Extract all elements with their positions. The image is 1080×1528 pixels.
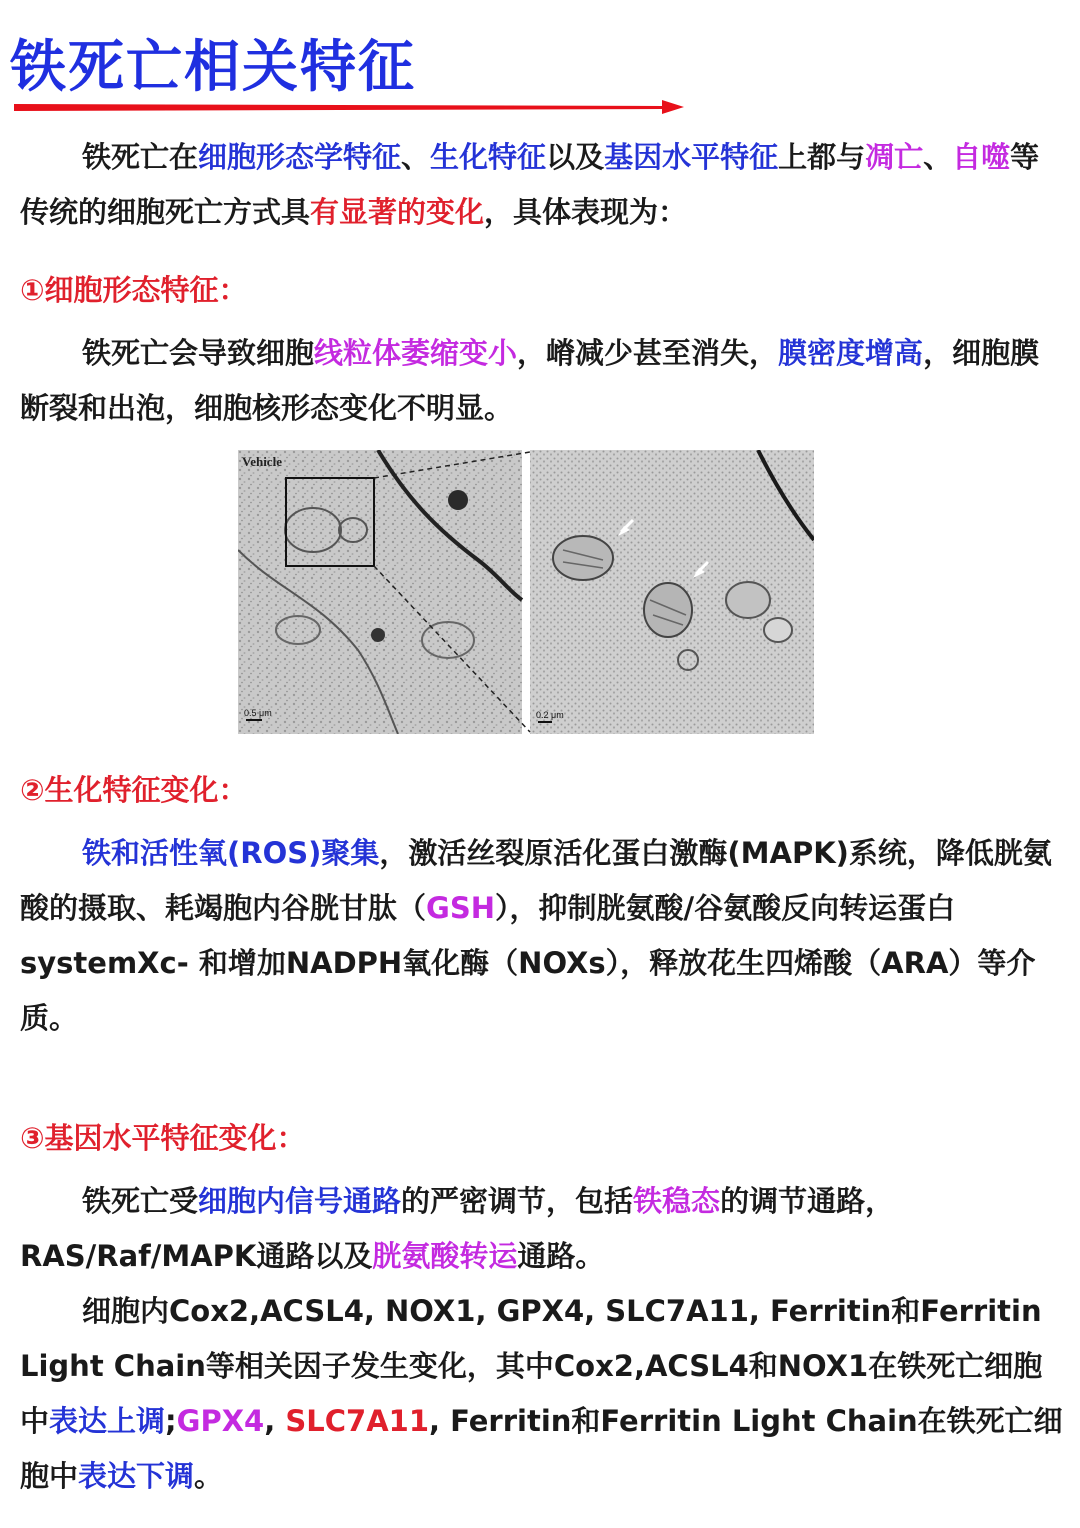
section1-heading: ①细胞形态特征： (20, 273, 248, 307)
section1-paragraph: 铁死亡会导致细胞线粒体萎缩变小，嵴减少甚至消失，膜密度增高，细胞膜断裂和出泡，细胞核形态变化不明显。 (20, 336, 1040, 425)
intro-paragraph: 铁死亡在细胞形态学特征、生化特征以及基因水平特征上都与凋亡、自噬等传统的细胞死亡方式具有显著的变化，具体表现为： (20, 140, 1040, 229)
section2-paragraph: 铁和活性氧(ROS)聚集，激活丝裂原活化蛋白激酶(MAPK)系统，降低胱氨酸的摄取、耗竭胞内谷胱甘肽（GSH），抑制胱氨酸/谷氨酸反向转运蛋白systemXc- 和增加NADPH氧化酶（NOXs），释放花生四烯酸（ARA）等介质。 (20, 836, 1052, 1035)
electron-micrograph-figure (238, 450, 814, 734)
section3-paragraph-2: 细胞内Cox2,ACSL4, NOX1, GPX4, SLC7A11, Ferritin和Ferritin Light Chain等相关因子发生变化，其中Cox2,ACSL4和NOX1在铁死亡细胞中表达上调;GPX4, SLC7A11, Ferritin和Ferritin Light Chain在铁死亡细胞中表达下调。 (20, 1294, 1063, 1493)
vehicle-label: Vehicle (242, 454, 282, 469)
left-micrograph-panel (238, 450, 522, 734)
section3-heading: ③基因水平特征变化： (20, 1121, 306, 1155)
title-underline-arrow (14, 100, 684, 114)
page-title: 铁死亡相关特征 (10, 35, 416, 100)
left-scale-bar-label: 0.5 μm (244, 708, 272, 718)
right-micrograph-panel (530, 450, 814, 734)
section3-paragraph-1: 铁死亡受细胞内信号通路的严密调节，包括铁稳态的调节通路，RAS/Raf/MAPK通路以及胱氨酸转运通路。 (20, 1184, 895, 1273)
right-scale-bar-label: 0.2 μm (536, 710, 564, 720)
section2-heading: ②生化特征变化： (20, 773, 248, 807)
